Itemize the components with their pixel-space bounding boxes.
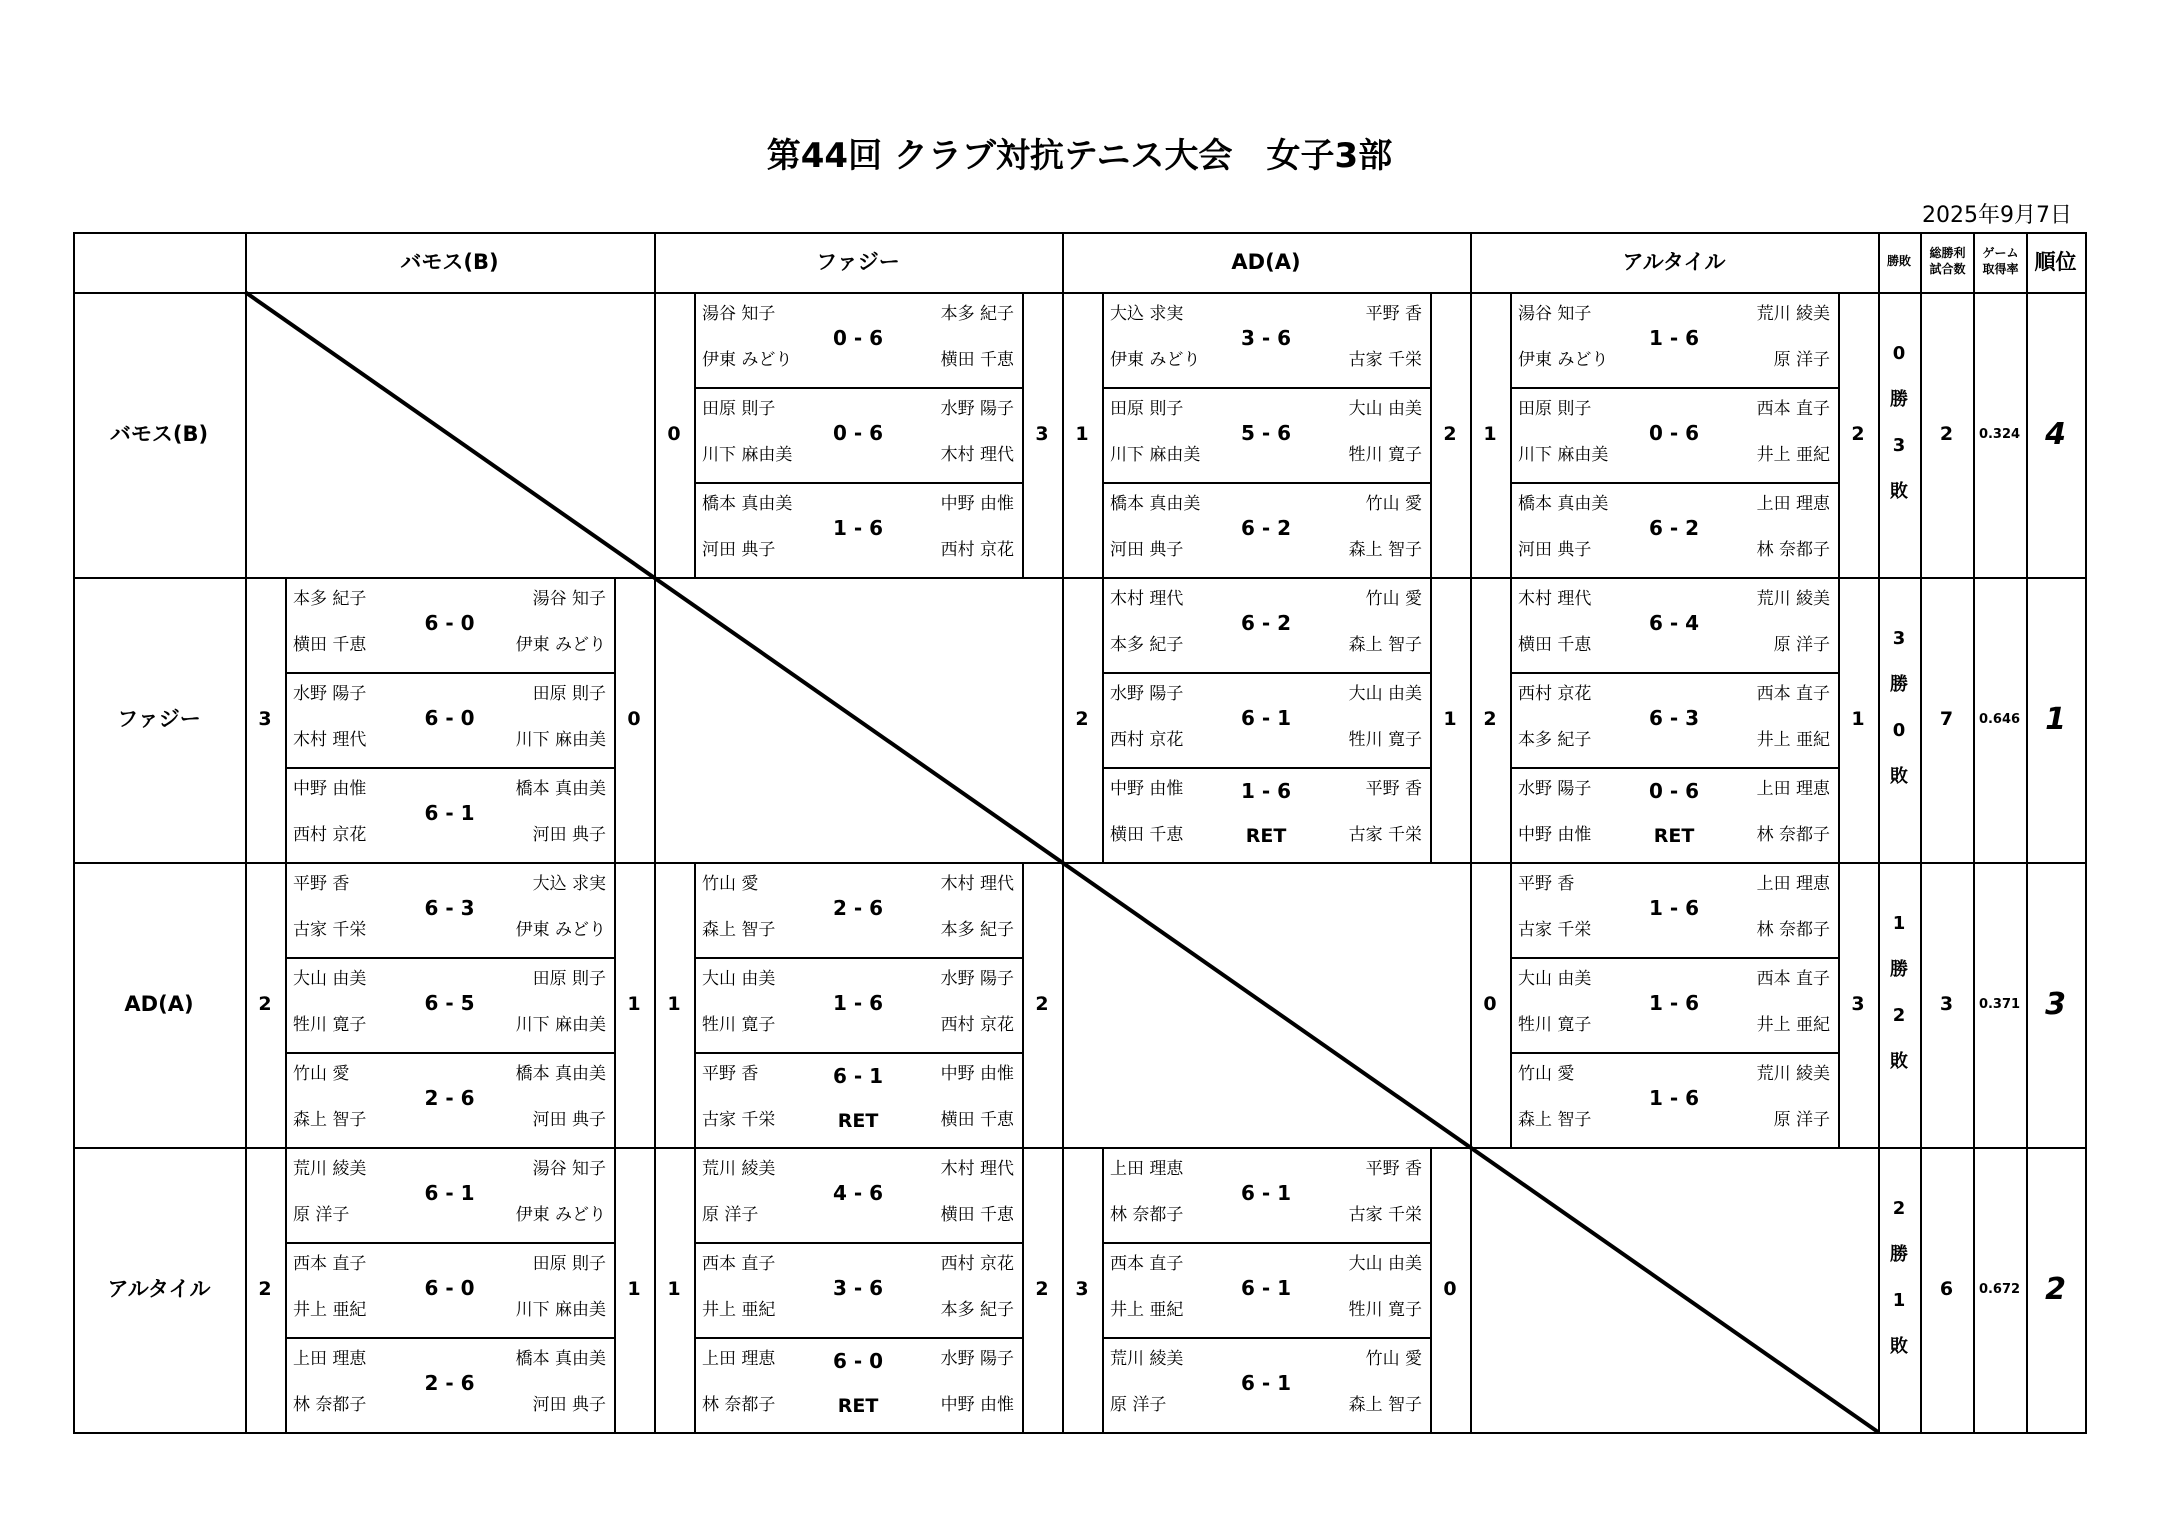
player-name: 河田 典子 bbox=[1110, 540, 1184, 560]
opponent-name: 中野 由惟 bbox=[940, 1395, 1014, 1415]
opponent-name: 湯谷 知子 bbox=[532, 589, 606, 609]
opponent-name: 水野 陽子 bbox=[940, 969, 1014, 989]
opponent-name: 森上 智子 bbox=[1348, 540, 1422, 560]
player-name: 木村 理代 bbox=[293, 730, 367, 750]
opponent-name: 中野 由惟 bbox=[940, 494, 1014, 514]
row-team-name: アルタイル bbox=[107, 1277, 211, 1301]
match-score: 1 - 6 bbox=[1240, 779, 1292, 803]
player-name: 湯谷 知子 bbox=[1518, 304, 1592, 324]
player-name: 伊東 みどり bbox=[1110, 350, 1201, 370]
match-score: 6 - 2 bbox=[1240, 611, 1292, 635]
record-value: 敗 bbox=[1890, 766, 1908, 787]
opponent-wins-count: 2 bbox=[1851, 423, 1865, 445]
opponent-name: 古家 千栄 bbox=[1348, 825, 1422, 845]
column-header-team: ファジー bbox=[816, 249, 900, 274]
player-name: 平野 香 bbox=[702, 1064, 759, 1084]
team-wins-count: 1 bbox=[667, 993, 681, 1015]
player-name: 西村 京花 bbox=[1110, 730, 1184, 750]
opponent-name: 井上 亜紀 bbox=[1756, 445, 1830, 465]
rank-value: 4 bbox=[2045, 416, 2066, 452]
player-name: 林 奈都子 bbox=[1110, 1205, 1184, 1225]
match-score: 3 - 6 bbox=[1240, 326, 1292, 350]
player-name: 竹山 愛 bbox=[1518, 1064, 1575, 1084]
opponent-name: 竹山 愛 bbox=[1365, 494, 1422, 514]
diagonal-line bbox=[245, 292, 1878, 1432]
player-name: 川下 麻由美 bbox=[702, 445, 793, 465]
player-name: 田原 則子 bbox=[702, 399, 776, 419]
player-name: 上田 理恵 bbox=[293, 1349, 367, 1369]
opponent-name: 西本 直子 bbox=[1756, 684, 1830, 704]
opponent-wins-count: 3 bbox=[1851, 993, 1865, 1015]
game-rate-value: 0.672 bbox=[1978, 1282, 2021, 1297]
player-name: 林 奈都子 bbox=[702, 1395, 776, 1415]
match-score: 6 - 3 bbox=[1648, 706, 1700, 730]
rank-value: 1 bbox=[2045, 701, 2066, 737]
match-score: 4 - 6 bbox=[832, 1181, 884, 1205]
opponent-name: 荒川 綾美 bbox=[1756, 1064, 1830, 1084]
column-header-team: アルタイル bbox=[1622, 249, 1726, 274]
player-name: 古家 千栄 bbox=[293, 920, 367, 940]
player-name: 河田 典子 bbox=[702, 540, 776, 560]
opponent-wins-count: 1 bbox=[1851, 708, 1865, 730]
total-wins-value: 2 bbox=[1939, 423, 1954, 445]
opponent-name: 水野 陽子 bbox=[940, 1349, 1014, 1369]
player-name: 西本 直子 bbox=[1110, 1254, 1184, 1274]
match-score: 6 - 1 bbox=[1240, 1276, 1292, 1300]
player-name: 森上 智子 bbox=[293, 1110, 367, 1130]
opponent-name: 平野 香 bbox=[1365, 304, 1422, 324]
opponent-wins-count: 1 bbox=[1443, 708, 1457, 730]
player-name: 竹山 愛 bbox=[293, 1064, 350, 1084]
player-name: 平野 香 bbox=[293, 874, 350, 894]
player-name: 大山 由美 bbox=[293, 969, 367, 989]
opponent-name: 上田 理恵 bbox=[1756, 874, 1830, 894]
column-header-game-rate: ゲーム取得率 bbox=[1982, 246, 2019, 276]
team-wins-count: 1 bbox=[667, 1278, 681, 1300]
game-rate-value: 0.646 bbox=[1978, 712, 2021, 727]
opponent-name: 本多 紀子 bbox=[940, 304, 1014, 324]
player-name: 井上 亜紀 bbox=[702, 1300, 776, 1320]
player-name: 本多 紀子 bbox=[1110, 635, 1184, 655]
opponent-name: 横田 千恵 bbox=[940, 1205, 1014, 1225]
opponent-name: 大山 由美 bbox=[1348, 399, 1422, 419]
record-value: 敗 bbox=[1890, 481, 1908, 502]
player-name: 田原 則子 bbox=[1110, 399, 1184, 419]
player-name: 伊東 みどり bbox=[702, 350, 793, 370]
opponent-name: 木村 理代 bbox=[940, 874, 1014, 894]
retired-label: RET bbox=[837, 1395, 879, 1417]
player-name: 大山 由美 bbox=[702, 969, 776, 989]
opponent-name: 川下 麻由美 bbox=[515, 1300, 606, 1320]
match-score: 0 - 6 bbox=[832, 326, 884, 350]
player-name: 森上 智子 bbox=[1518, 1110, 1592, 1130]
team-wins-count: 3 bbox=[1075, 1278, 1089, 1300]
event-date: 2025年9月7日 bbox=[1922, 203, 2072, 228]
match-score: 1 - 6 bbox=[1648, 326, 1700, 350]
opponent-name: 井上 亜紀 bbox=[1756, 1015, 1830, 1035]
rank-value: 3 bbox=[2045, 986, 2066, 1022]
match-score: 1 - 6 bbox=[1648, 991, 1700, 1015]
opponent-wins-count: 1 bbox=[627, 1278, 641, 1300]
row-team-name: バモス(B) bbox=[109, 422, 209, 446]
player-name: 古家 千栄 bbox=[1518, 920, 1592, 940]
player-name: 荒川 綾美 bbox=[1110, 1349, 1184, 1369]
retired-label: RET bbox=[837, 1110, 879, 1132]
match-score: 5 - 6 bbox=[1240, 421, 1292, 445]
player-name: 本多 紀子 bbox=[293, 589, 367, 609]
player-name: 西本 直子 bbox=[702, 1254, 776, 1274]
opponent-name: 牲川 寛子 bbox=[1348, 445, 1422, 465]
player-name: 古家 千栄 bbox=[702, 1110, 776, 1130]
player-name: 田原 則子 bbox=[1518, 399, 1592, 419]
retired-label: RET bbox=[1653, 825, 1695, 847]
game-rate-value: 0.324 bbox=[1978, 427, 2021, 442]
match-score: 2 - 6 bbox=[424, 1371, 475, 1395]
opponent-name: 西村 京花 bbox=[940, 1254, 1014, 1274]
match-score: 6 - 3 bbox=[424, 896, 475, 920]
record-value: 勝 bbox=[1890, 959, 1908, 980]
player-name: 上田 理恵 bbox=[702, 1349, 776, 1369]
team-wins-count: 2 bbox=[258, 993, 272, 1015]
opponent-wins-count: 1 bbox=[627, 993, 641, 1015]
column-header-record: 勝敗 bbox=[1886, 254, 1911, 269]
opponent-name: 横田 千恵 bbox=[940, 350, 1014, 370]
game-rate-value: 0.371 bbox=[1978, 997, 2021, 1012]
team-wins-count: 2 bbox=[258, 1278, 272, 1300]
match-score: 1 - 6 bbox=[1648, 896, 1700, 920]
team-wins-count: 1 bbox=[1075, 423, 1089, 445]
opponent-name: 水野 陽子 bbox=[940, 399, 1014, 419]
record-value: 勝 bbox=[1890, 674, 1908, 695]
team-wins-count: 2 bbox=[1483, 708, 1497, 730]
player-name: 林 奈都子 bbox=[293, 1395, 367, 1415]
match-score: 6 - 1 bbox=[832, 1064, 884, 1088]
match-score: 0 - 6 bbox=[1648, 421, 1700, 445]
row-team-name: ファジー bbox=[117, 707, 201, 731]
retired-label: RET bbox=[1245, 825, 1287, 847]
opponent-name: 河田 典子 bbox=[532, 1110, 606, 1130]
opponent-name: 河田 典子 bbox=[532, 825, 606, 845]
match-score: 6 - 1 bbox=[1240, 1181, 1292, 1205]
opponent-wins-count: 2 bbox=[1443, 423, 1457, 445]
team-wins-count: 3 bbox=[258, 708, 272, 730]
opponent-wins-count: 2 bbox=[1035, 1278, 1049, 1300]
match-score: 2 - 6 bbox=[424, 1086, 475, 1110]
record-value: 0 bbox=[1892, 720, 1906, 741]
record-value: 勝 bbox=[1890, 389, 1908, 410]
player-name: 橋本 真由美 bbox=[702, 494, 793, 514]
opponent-name: 湯谷 知子 bbox=[532, 1159, 606, 1179]
opponent-name: 荒川 綾美 bbox=[1756, 304, 1830, 324]
opponent-name: 大込 求実 bbox=[532, 874, 606, 894]
player-name: 横田 千恵 bbox=[293, 635, 367, 655]
player-name: 井上 亜紀 bbox=[1110, 1300, 1184, 1320]
player-name: 木村 理代 bbox=[1518, 589, 1592, 609]
team-wins-count: 2 bbox=[1075, 708, 1089, 730]
player-name: 原 洋子 bbox=[1110, 1395, 1167, 1415]
opponent-name: 川下 麻由美 bbox=[515, 1015, 606, 1035]
column-header-rank: 順位 bbox=[2034, 249, 2077, 274]
opponent-name: 田原 則子 bbox=[532, 1254, 606, 1274]
opponent-name: 竹山 愛 bbox=[1365, 589, 1422, 609]
column-header-team: バモス(B) bbox=[400, 249, 499, 274]
opponent-wins-count: 0 bbox=[627, 708, 641, 730]
record-value: 1 bbox=[1892, 913, 1906, 934]
match-score: 6 - 4 bbox=[1648, 611, 1700, 635]
match-score: 0 - 6 bbox=[832, 421, 884, 445]
opponent-name: 伊東 みどり bbox=[515, 920, 606, 940]
match-score: 6 - 1 bbox=[424, 801, 475, 825]
opponent-name: 原 洋子 bbox=[1773, 350, 1830, 370]
opponent-wins-count: 0 bbox=[1443, 1278, 1457, 1300]
player-name: 森上 智子 bbox=[702, 920, 776, 940]
opponent-name: 森上 智子 bbox=[1348, 1395, 1422, 1415]
opponent-name: 西本 直子 bbox=[1756, 969, 1830, 989]
player-name: 原 洋子 bbox=[293, 1205, 350, 1225]
total-wins-value: 7 bbox=[1939, 708, 1954, 730]
opponent-name: 井上 亜紀 bbox=[1756, 730, 1830, 750]
player-name: 牲川 寛子 bbox=[293, 1015, 367, 1035]
match-score: 1 - 6 bbox=[832, 516, 884, 540]
player-name: 横田 千恵 bbox=[1110, 825, 1184, 845]
match-score: 6 - 2 bbox=[1240, 516, 1292, 540]
match-score: 6 - 2 bbox=[1648, 516, 1700, 540]
match-score: 6 - 0 bbox=[424, 706, 475, 730]
match-score: 1 - 6 bbox=[832, 991, 884, 1015]
match-score: 6 - 0 bbox=[424, 611, 475, 635]
player-name: 橋本 真由美 bbox=[1110, 494, 1201, 514]
opponent-name: 木村 理代 bbox=[940, 1159, 1014, 1179]
record-value: 3 bbox=[1892, 628, 1906, 649]
opponent-name: 橋本 真由美 bbox=[515, 779, 606, 799]
player-name: 木村 理代 bbox=[1110, 589, 1184, 609]
player-name: 水野 陽子 bbox=[293, 684, 367, 704]
opponent-name: 本多 紀子 bbox=[940, 920, 1014, 940]
player-name: 牲川 寛子 bbox=[1518, 1015, 1592, 1035]
match-score: 6 - 0 bbox=[424, 1276, 475, 1300]
opponent-name: 荒川 綾美 bbox=[1756, 589, 1830, 609]
player-name: 大込 求実 bbox=[1110, 304, 1184, 324]
player-name: 川下 麻由美 bbox=[1518, 445, 1609, 465]
player-name: 荒川 綾美 bbox=[293, 1159, 367, 1179]
opponent-name: 牲川 寛子 bbox=[1348, 730, 1422, 750]
record-value: 3 bbox=[1892, 435, 1906, 456]
opponent-name: 横田 千恵 bbox=[940, 1110, 1014, 1130]
player-name: 荒川 綾美 bbox=[702, 1159, 776, 1179]
opponent-name: 平野 香 bbox=[1365, 1159, 1422, 1179]
opponent-name: 伊東 みどり bbox=[515, 635, 606, 655]
column-header-team: AD(A) bbox=[1231, 249, 1301, 274]
opponent-name: 木村 理代 bbox=[940, 445, 1014, 465]
player-name: 水野 陽子 bbox=[1518, 779, 1592, 799]
opponent-name: 田原 則子 bbox=[532, 969, 606, 989]
opponent-name: 西本 直子 bbox=[1756, 399, 1830, 419]
opponent-wins-count: 2 bbox=[1035, 993, 1049, 1015]
opponent-name: 上田 理恵 bbox=[1756, 779, 1830, 799]
opponent-name: 森上 智子 bbox=[1348, 635, 1422, 655]
player-name: 中野 由惟 bbox=[1110, 779, 1184, 799]
opponent-name: 原 洋子 bbox=[1773, 635, 1830, 655]
record-value: 2 bbox=[1892, 1005, 1906, 1026]
opponent-name: 平野 香 bbox=[1365, 779, 1422, 799]
opponent-name: 大山 由美 bbox=[1348, 684, 1422, 704]
match-score: 6 - 1 bbox=[424, 1181, 475, 1205]
opponent-name: 大山 由美 bbox=[1348, 1254, 1422, 1274]
record-value: 0 bbox=[1892, 343, 1906, 364]
player-name: 平野 香 bbox=[1518, 874, 1575, 894]
opponent-name: 橋本 真由美 bbox=[515, 1349, 606, 1369]
rank-value: 2 bbox=[2045, 1271, 2066, 1307]
opponent-name: 林 奈都子 bbox=[1756, 540, 1830, 560]
record-value: 敗 bbox=[1890, 1051, 1908, 1072]
match-score: 3 - 6 bbox=[832, 1276, 884, 1300]
match-score: 6 - 1 bbox=[1240, 706, 1292, 730]
opponent-name: 林 奈都子 bbox=[1756, 825, 1830, 845]
opponent-name: 伊東 みどり bbox=[515, 1205, 606, 1225]
player-name: 井上 亜紀 bbox=[293, 1300, 367, 1320]
player-name: 中野 由惟 bbox=[1518, 825, 1592, 845]
player-name: 川下 麻由美 bbox=[1110, 445, 1201, 465]
player-name: 西本 直子 bbox=[293, 1254, 367, 1274]
opponent-name: 古家 千栄 bbox=[1348, 1205, 1422, 1225]
player-name: 牲川 寛子 bbox=[702, 1015, 776, 1035]
opponent-name: 原 洋子 bbox=[1773, 1110, 1830, 1130]
player-name: 湯谷 知子 bbox=[702, 304, 776, 324]
player-name: 本多 紀子 bbox=[1518, 730, 1592, 750]
player-name: 竹山 愛 bbox=[702, 874, 759, 894]
opponent-name: 竹山 愛 bbox=[1365, 1349, 1422, 1369]
match-score: 6 - 0 bbox=[832, 1349, 884, 1373]
player-name: 原 洋子 bbox=[702, 1205, 759, 1225]
total-wins-value: 3 bbox=[1939, 993, 1954, 1015]
player-name: 橋本 真由美 bbox=[1518, 494, 1609, 514]
opponent-name: 橋本 真由美 bbox=[515, 1064, 606, 1084]
record-value: 1 bbox=[1892, 1290, 1906, 1311]
player-name: 大山 由美 bbox=[1518, 969, 1592, 989]
record-value: 敗 bbox=[1890, 1336, 1908, 1357]
opponent-wins-count: 3 bbox=[1035, 423, 1049, 445]
opponent-name: 田原 則子 bbox=[532, 684, 606, 704]
opponent-name: 林 奈都子 bbox=[1756, 920, 1830, 940]
team-wins-count: 0 bbox=[667, 423, 681, 445]
page-title: 第44回 クラブ対抗テニス大会 女子3部 bbox=[766, 136, 1393, 176]
player-name: 中野 由惟 bbox=[293, 779, 367, 799]
opponent-name: 西村 京花 bbox=[940, 540, 1014, 560]
record-value: 2 bbox=[1892, 1198, 1906, 1219]
match-score: 1 - 6 bbox=[1648, 1086, 1700, 1110]
opponent-name: 上田 理恵 bbox=[1756, 494, 1830, 514]
player-name: 西村 京花 bbox=[293, 825, 367, 845]
player-name: 河田 典子 bbox=[1518, 540, 1592, 560]
opponent-name: 牲川 寛子 bbox=[1348, 1300, 1422, 1320]
opponent-name: 西村 京花 bbox=[940, 1015, 1014, 1035]
match-score: 0 - 6 bbox=[1648, 779, 1700, 803]
opponent-name: 中野 由惟 bbox=[940, 1064, 1014, 1084]
team-wins-count: 0 bbox=[1483, 993, 1497, 1015]
record-value: 勝 bbox=[1890, 1244, 1908, 1265]
opponent-name: 古家 千栄 bbox=[1348, 350, 1422, 370]
opponent-name: 本多 紀子 bbox=[940, 1300, 1014, 1320]
player-name: 水野 陽子 bbox=[1110, 684, 1184, 704]
match-score: 6 - 1 bbox=[1240, 1371, 1292, 1395]
opponent-name: 川下 麻由美 bbox=[515, 730, 606, 750]
team-wins-count: 1 bbox=[1483, 423, 1497, 445]
match-score: 6 - 5 bbox=[424, 991, 475, 1015]
player-name: 伊東 みどり bbox=[1518, 350, 1609, 370]
match-score: 2 - 6 bbox=[832, 896, 884, 920]
total-wins-value: 6 bbox=[1939, 1278, 1954, 1300]
player-name: 上田 理恵 bbox=[1110, 1159, 1184, 1179]
column-header-total-wins: 総勝利試合数 bbox=[1929, 246, 1966, 276]
player-name: 横田 千恵 bbox=[1518, 635, 1592, 655]
row-team-name: AD(A) bbox=[124, 992, 194, 1016]
player-name: 西村 京花 bbox=[1518, 684, 1592, 704]
opponent-name: 河田 典子 bbox=[532, 1395, 606, 1415]
